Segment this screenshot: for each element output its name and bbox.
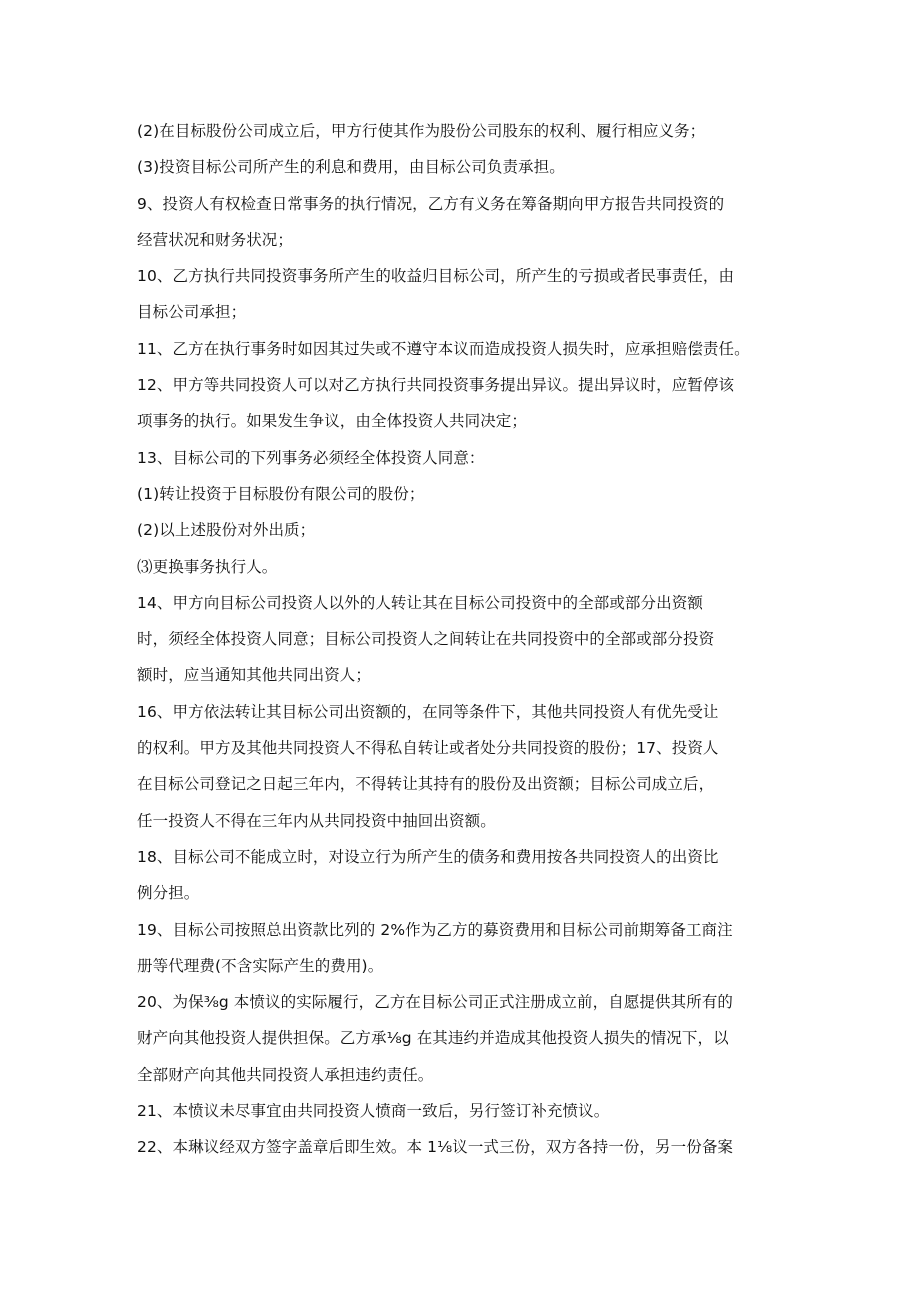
- text-line: 经营状况和财务状况；: [137, 230, 294, 249]
- document-body: [137, 113, 787, 1166]
- text-line: 财产向其他投资人提供担保。乙方承⅛g 在其违约并造成其他投资人损失的情况下，以: [137, 1029, 729, 1048]
- text-line: 19、目标公司按照总出资款比列的 2%作为乙方的募资费用和目标公司前期筹备工商注: [137, 920, 733, 939]
- text-line: 目标公司承担；: [137, 303, 247, 322]
- text-line: 20、为保⅜g 本愤议的实际履行，乙方在目标公司正式注册成立前，自愿提供其所有的: [137, 993, 734, 1012]
- text-line: 22、本琳议经双方签字盖章后即生效。本 1⅛议一式三份，双方各持一份，另一份备案: [137, 1138, 734, 1157]
- text-line: 时，须经全体投资人同意；目标公司投资人之间转让在共同投资中的全部或部分投资: [137, 630, 715, 649]
- text-line: 的权利。甲方及其他共同投资人不得私自转让或者处分共同投资的股份；17、投资人: [137, 739, 719, 758]
- text-line: 册等代理费(不含实际产生的费用)。: [137, 956, 384, 975]
- text-line: 14、甲方向目标公司投资人以外的人转让其在目标公司投资中的全部或部分出资额: [137, 593, 703, 612]
- text-line: 额时，应当通知其他共同出资人；: [137, 666, 372, 685]
- text-line: 9、投资人有权检查日常事务的执行情况，乙方有义务在筹备期向甲方报告共同投资的: [137, 194, 725, 213]
- text-line: 在目标公司登记之日起三年内，不得转让其持有的股份及出资额；目标公司成立后，: [137, 775, 715, 794]
- text-line: 例分担。: [137, 884, 200, 903]
- text-line: 全部财产向其他共同投资人承担违约责任。: [137, 1065, 434, 1084]
- text-line: ⑶更换事务执行人。: [137, 557, 278, 576]
- text-line: 16、甲方依法转让其目标公司出资额的，在同等条件下，其他共同投资人有优先受让: [137, 702, 719, 721]
- text-line: 12、甲方等共同投资人可以对乙方执行共同投资事务提出异议。提出异议时，应暂停该: [137, 376, 735, 395]
- text-line: 项事务的执行。如果发生争议，由全体投资人共同决定；: [137, 412, 528, 431]
- text-line: 13、目标公司的下列事务必须经全体投资人同意：: [137, 448, 485, 467]
- text-line: 任一投资人不得在三年内从共同投资中抽回出资额。: [137, 811, 496, 830]
- text-line: (2)在目标股份公司成立后，甲方行使其作为股份公司股东的权利、履行相应义务；: [137, 122, 706, 140]
- text-line: (3)投资目标公司所产生的利息和费用，由目标公司负责承担。: [137, 158, 565, 177]
- text-line: 10、乙方执行共同投资事务所产生的收益归目标公司，所产生的亏损或者民事责任，由: [137, 267, 735, 286]
- text-line: 11、乙方在执行事务时如因其过失或不遵守本议而造成投资人损失时，应承担赔偿责任。: [137, 339, 750, 358]
- text-line: (1)转让投资于目标股份有限公司的股份；: [137, 484, 425, 503]
- text-line: (2)以上述股份对外出质；: [137, 521, 316, 540]
- text-line: 18、目标公司不能成立时，对设立行为所产生的债务和费用按各共同投资人的出资比: [137, 847, 719, 866]
- text-line: 21、本愤议未尽事宜由共同投资人愤商一致后，另行签订补充愤议。: [137, 1102, 610, 1121]
